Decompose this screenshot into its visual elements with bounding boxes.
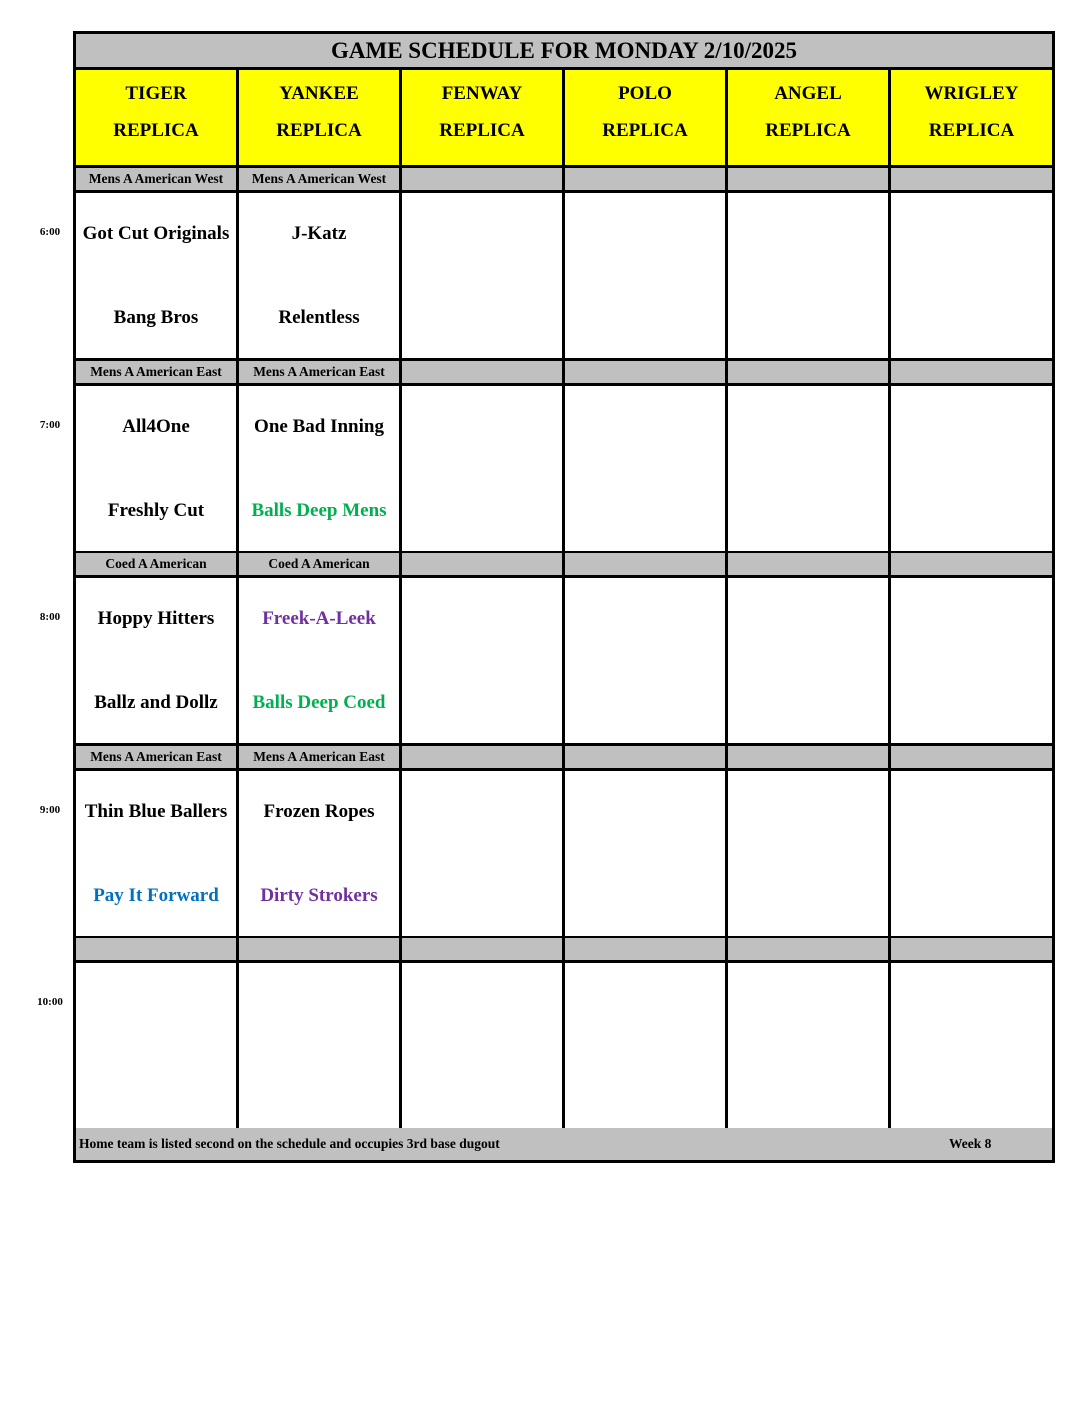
division-label (728, 746, 888, 768)
schedule-title: GAME SCHEDULE FOR MONDAY 2/10/2025 (76, 34, 1052, 67)
field-subtitle: REPLICA (276, 120, 362, 141)
home-team: Bang Bros (113, 307, 199, 328)
field-name: POLO (618, 83, 672, 104)
division-label (891, 553, 1052, 575)
division-label (565, 361, 725, 383)
field-name: TIGER (125, 83, 187, 104)
week-label: Week 8 (949, 1136, 992, 1151)
division-label (402, 938, 562, 960)
game-cell (402, 386, 562, 551)
division-label (565, 553, 725, 575)
division-label (402, 553, 562, 575)
away-team: Thin Blue Ballers (84, 801, 228, 822)
field-subtitle: REPLICA (765, 120, 851, 141)
field-header-fenway (402, 70, 562, 165)
division-label (891, 938, 1052, 960)
away-team: Freek-A-Leek (262, 608, 376, 629)
game-cell (239, 193, 399, 358)
home-team: Ballz and Dollz (94, 692, 218, 713)
division-label (239, 938, 399, 960)
division-label (565, 168, 725, 190)
division-label: Mens A American East (239, 746, 399, 768)
field-subtitle: REPLICA (928, 120, 1015, 141)
field-header-angel (728, 70, 888, 165)
division-label (402, 168, 562, 190)
field-name: WRIGLEY (924, 83, 1019, 104)
field-header-tiger (76, 70, 236, 165)
away-team: Got Cut Originals (82, 223, 230, 244)
game-cell (891, 578, 1052, 743)
division-label (402, 361, 562, 383)
division-label (891, 168, 1052, 190)
division-label (565, 938, 725, 960)
division-label: Mens A American West (76, 168, 236, 190)
home-team: Balls Deep Mens (251, 500, 387, 521)
game-cell (76, 963, 236, 1128)
game-cell (728, 771, 888, 936)
division-label (728, 553, 888, 575)
field-subtitle: REPLICA (113, 120, 199, 141)
game-cell (239, 386, 399, 551)
schedule-sheet (73, 31, 1055, 1163)
division-label (891, 361, 1052, 383)
away-team: Frozen Ropes (263, 801, 375, 822)
game-cell (402, 963, 562, 1128)
field-name: FENWAY (441, 83, 523, 104)
game-cell (402, 193, 562, 358)
division-label: Coed A American (239, 553, 399, 575)
home-team: Freshly Cut (107, 500, 205, 521)
game-cell (728, 193, 888, 358)
division-label (728, 361, 888, 383)
division-label (891, 746, 1052, 768)
home-team: Balls Deep Coed (252, 692, 386, 713)
time-label: 6:00 (39, 226, 61, 238)
game-cell (239, 963, 399, 1128)
game-cell (76, 771, 236, 936)
field-subtitle: REPLICA (439, 120, 525, 141)
home-team: Pay It Forward (93, 885, 219, 906)
home-team: Relentless (278, 307, 360, 328)
time-label: 8:00 (39, 611, 61, 623)
division-label: Mens A American East (76, 361, 236, 383)
division-label (565, 746, 725, 768)
division-label: Mens A American East (76, 746, 236, 768)
time-label: 10:00 (37, 996, 63, 1008)
footer-note: Home team is listed second on the schedule and occupies 3rd base dugout (79, 1136, 500, 1151)
division-label (728, 168, 888, 190)
division-label: Coed A American (76, 553, 236, 575)
game-cell (76, 193, 236, 358)
game-cell (239, 578, 399, 743)
game-cell (565, 578, 725, 743)
game-cell (728, 578, 888, 743)
game-cell (239, 771, 399, 936)
away-team: Hoppy Hitters (97, 608, 215, 629)
field-header-yankee (239, 70, 399, 165)
game-cell (728, 963, 888, 1128)
division-label (76, 938, 236, 960)
game-cell (565, 193, 725, 358)
game-cell (565, 963, 725, 1128)
field-header-wrigley (891, 70, 1052, 165)
home-team: Dirty Strokers (260, 885, 378, 906)
game-cell (891, 386, 1052, 551)
time-label: 7:00 (39, 419, 61, 431)
time-label: 9:00 (39, 804, 61, 816)
field-subtitle: REPLICA (602, 120, 688, 141)
away-team: One Bad Inning (254, 416, 384, 437)
game-cell (891, 771, 1052, 936)
game-cell (565, 386, 725, 551)
game-cell (565, 771, 725, 936)
division-label (728, 938, 888, 960)
game-cell (76, 386, 236, 551)
game-cell (891, 963, 1052, 1128)
game-cell (728, 386, 888, 551)
field-name: ANGEL (774, 83, 842, 104)
field-name: YANKEE (279, 83, 359, 104)
away-team: J-Katz (291, 223, 347, 244)
game-cell (891, 193, 1052, 358)
division-label (402, 746, 562, 768)
division-label: Mens A American East (239, 361, 399, 383)
away-team: All4One (122, 416, 190, 437)
division-label: Mens A American West (239, 168, 399, 190)
game-cell (402, 771, 562, 936)
schedule-footer (76, 1128, 1052, 1160)
game-cell (402, 578, 562, 743)
field-header-polo (565, 70, 725, 165)
game-cell (76, 578, 236, 743)
